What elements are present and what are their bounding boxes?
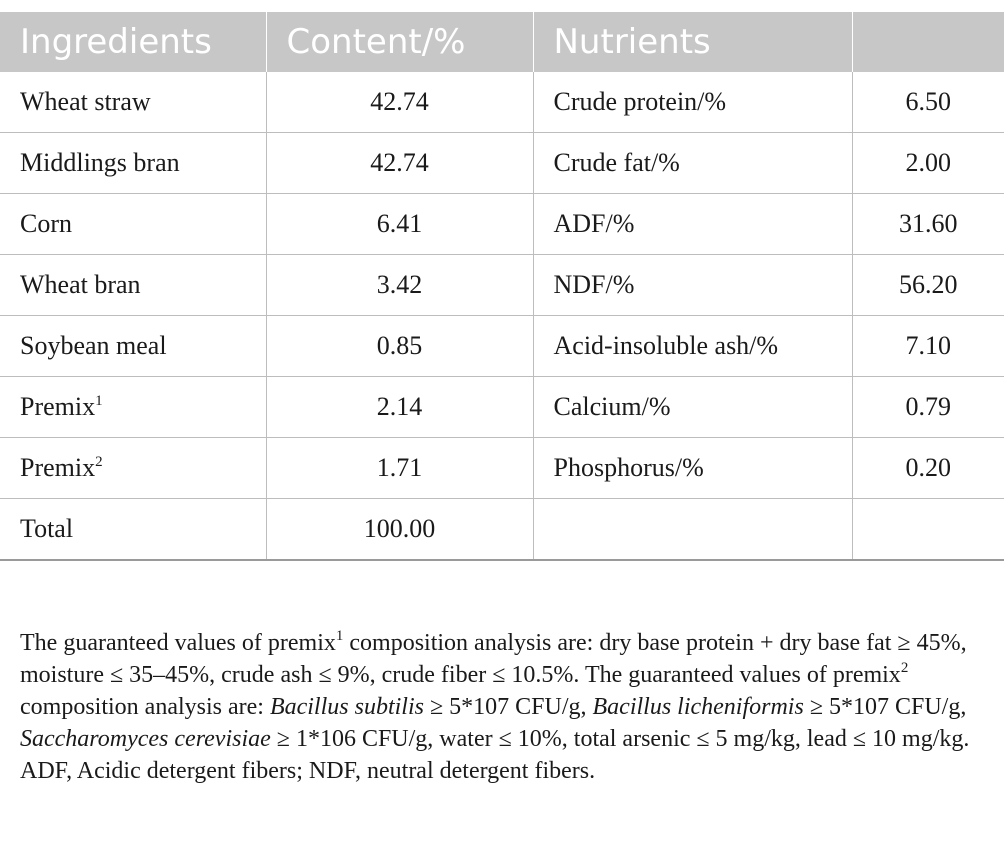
nutrient-cell: ADF/% bbox=[533, 194, 852, 255]
footnote-text: composition analysis are: bbox=[20, 694, 270, 720]
ingredient-name: Premix bbox=[20, 392, 96, 421]
header-nutrients: Nutrients bbox=[533, 12, 852, 72]
species-name: Bacillus licheniformis bbox=[592, 694, 804, 720]
species-name: Bacillus subtilis bbox=[269, 694, 424, 720]
table-row bbox=[0, 377, 1004, 438]
nutrient-cell: Crude fat/% bbox=[533, 133, 852, 194]
ingredient-name: Wheat straw bbox=[20, 87, 151, 116]
ingredient-cell bbox=[0, 499, 266, 561]
nutrient-cell bbox=[533, 499, 852, 561]
nutrient-value-cell: 0.20 bbox=[852, 438, 1004, 499]
ingredient-superscript: 2 bbox=[95, 454, 103, 470]
diet-composition-table bbox=[0, 12, 1004, 561]
table-footnote bbox=[20, 627, 1004, 787]
content-cell: 100.00 bbox=[266, 499, 533, 561]
nutrient-cell: NDF/% bbox=[533, 255, 852, 316]
species-name: Saccharomyces cerevisiae bbox=[20, 726, 271, 752]
table-row-total bbox=[0, 499, 1004, 561]
ingredient-name: Premix bbox=[20, 453, 96, 482]
nutrient-value-cell: 7.10 bbox=[852, 316, 1004, 377]
content-cell: 3.42 bbox=[266, 255, 533, 316]
content-cell: 42.74 bbox=[266, 133, 533, 194]
table-row bbox=[0, 255, 1004, 316]
nutrient-cell: Phosphorus/% bbox=[533, 438, 852, 499]
content-cell: 0.85 bbox=[266, 316, 533, 377]
table-row bbox=[0, 72, 1004, 133]
ingredient-name: Soybean meal bbox=[20, 331, 167, 360]
ingredient-name: Wheat bran bbox=[20, 270, 141, 299]
nutrient-cell: Crude protein/% bbox=[533, 72, 852, 133]
footnote-text: ≥ 5*107 CFU/g, bbox=[803, 694, 967, 720]
ingredient-cell bbox=[0, 438, 266, 499]
ingredient-cell bbox=[0, 316, 266, 377]
table-row bbox=[0, 133, 1004, 194]
nutrient-value-cell: 31.60 bbox=[852, 194, 1004, 255]
ingredient-name: Total bbox=[20, 514, 74, 543]
ingredient-cell bbox=[0, 194, 266, 255]
nutrient-cell: Acid-insoluble ash/% bbox=[533, 316, 852, 377]
ingredient-superscript: 1 bbox=[95, 393, 103, 409]
ingredient-cell bbox=[0, 377, 266, 438]
header-ingredients: Ingredients bbox=[0, 12, 266, 72]
header-value bbox=[852, 12, 1004, 72]
nutrient-cell: Calcium/% bbox=[533, 377, 852, 438]
ingredient-cell bbox=[0, 72, 266, 133]
ingredient-cell bbox=[0, 133, 266, 194]
table-header-row bbox=[0, 12, 1004, 72]
content-cell: 42.74 bbox=[266, 72, 533, 133]
footnote-text: The guaranteed values of premix bbox=[20, 630, 336, 656]
ingredient-cell bbox=[0, 255, 266, 316]
content-cell: 1.71 bbox=[266, 438, 533, 499]
nutrient-value-cell bbox=[852, 499, 1004, 561]
ingredient-name: Middlings bran bbox=[20, 148, 180, 177]
footnote-superscript: 2 bbox=[900, 660, 909, 676]
nutrient-value-cell: 2.00 bbox=[852, 133, 1004, 194]
footnote-text: ≥ 5*107 CFU/g, bbox=[423, 694, 593, 720]
nutrient-value-cell: 6.50 bbox=[852, 72, 1004, 133]
nutrient-value-cell: 0.79 bbox=[852, 377, 1004, 438]
header-content: Content/% bbox=[266, 12, 533, 72]
content-cell: 2.14 bbox=[266, 377, 533, 438]
footnote-text: ≥ 1*106 CFU/g, water ≤ 10%, total arsenic ≤ 5 mg/kg, lead ≤ 10 mg/kg. ADF, Acidic detergent fibers; NDF, neutral detergent fibers. bbox=[20, 726, 970, 784]
content-cell: 6.41 bbox=[266, 194, 533, 255]
footnote-text: composition analysis are: dry base protein + dry base fat ≥ 45%, moisture ≤ 35–45%, crude ash ≤ 9%, crude fiber ≤ 10.5%. The guaranteed values of premix bbox=[20, 630, 967, 688]
ingredient-name: Corn bbox=[20, 209, 72, 238]
diet-composition-table-container bbox=[0, 12, 1004, 561]
nutrient-value-cell: 56.20 bbox=[852, 255, 1004, 316]
table-row bbox=[0, 194, 1004, 255]
table-row bbox=[0, 438, 1004, 499]
table-row bbox=[0, 316, 1004, 377]
footnote-superscript: 1 bbox=[335, 628, 344, 644]
